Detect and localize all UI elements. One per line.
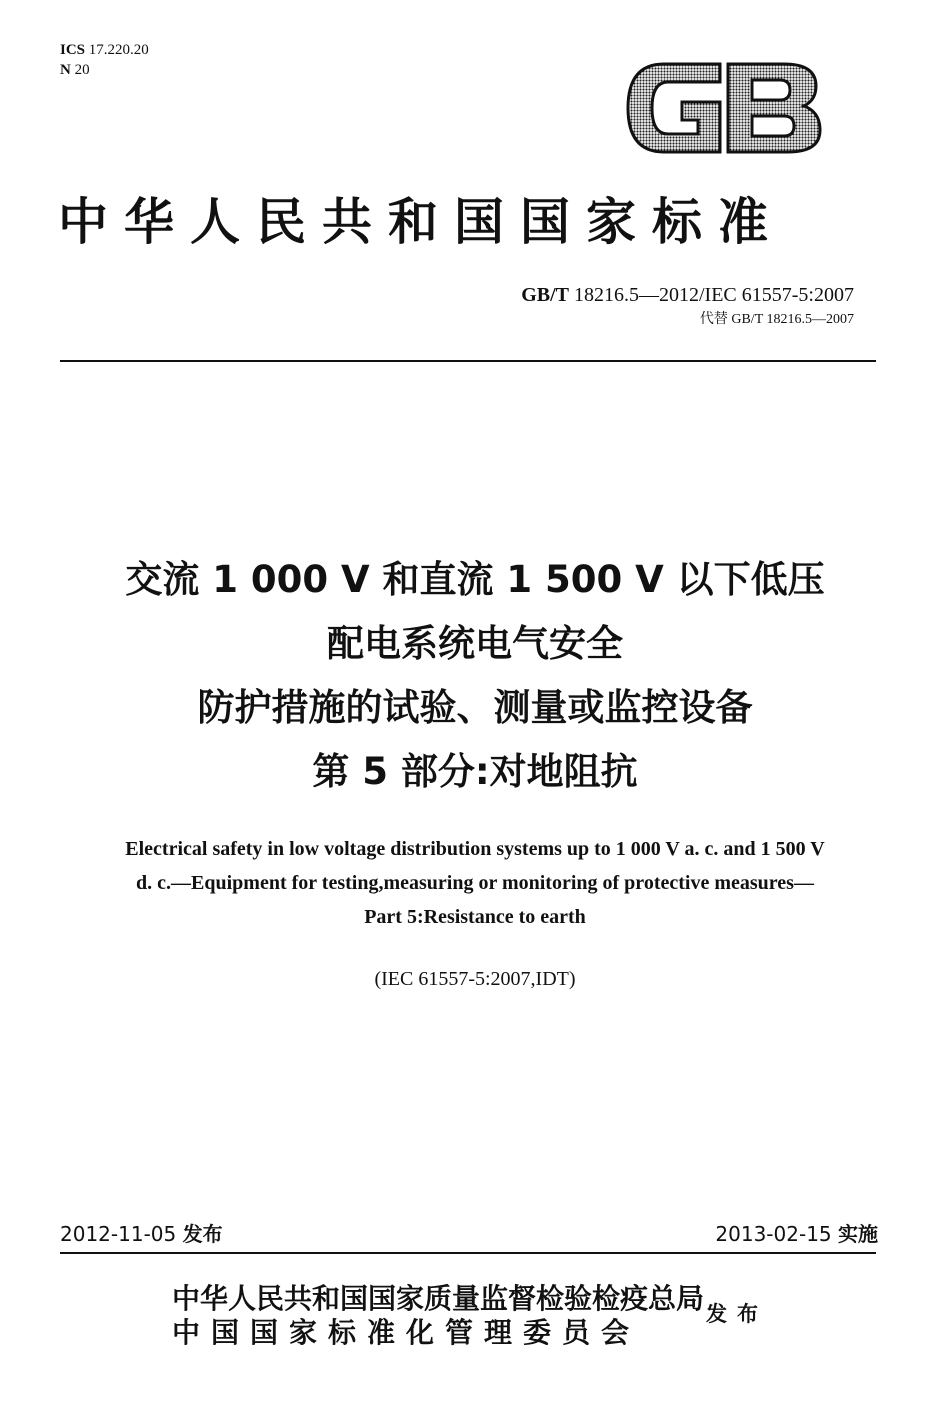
issuer-sac: 中国国家标准化管理委员会: [172, 1316, 641, 1349]
ccs-code: N 20: [60, 62, 90, 78]
ics-code: ICS 17.220.20: [60, 42, 149, 58]
iec-reference: (IEC 61557-5:2007,IDT): [374, 968, 576, 990]
implementation-date: 2013-02-15 实施: [715, 1222, 878, 1246]
footer-divider: [60, 1252, 876, 1254]
gb-logo-icon: [624, 58, 824, 158]
replaces-standard: 代替 GB/T 18216.5—2007: [699, 312, 854, 327]
chinese-title-line-4: 第 5 部分:对地阻抗: [312, 750, 638, 793]
chinese-title-line-3: 防护措施的试验、测量或监控设备: [197, 686, 753, 729]
english-title-line-3: Part 5:Resistance to earth: [364, 906, 586, 928]
classification-codes: [60, 40, 149, 80]
english-title-line-1: Electrical safety in low voltage distribution systems up to 1 000 V a. c. and 1 500 V: [125, 838, 825, 860]
issuing-authorities: [172, 1282, 704, 1350]
national-standard-heading: 中华人民共和国国家标准: [58, 192, 784, 251]
english-title-line-2: d. c.—Equipment for testing,measuring or monitoring of protective measures—: [136, 872, 814, 894]
publish-label: 发布: [706, 1301, 768, 1326]
chinese-title-line-2: 配电系统电气安全: [327, 622, 623, 665]
standard-number: GB/T 18216.5—2012/IEC 61557-5:2007: [521, 284, 854, 306]
header-divider: [60, 360, 876, 362]
issue-date: 2012-11-05 发布: [60, 1222, 223, 1246]
issuer-aqsiq: 中华人民共和国国家质量监督检验检疫总局: [172, 1282, 705, 1315]
chinese-title-line-1: 交流 1 000 V 和直流 1 500 V 以下低压: [125, 558, 825, 601]
english-title: [0, 832, 950, 934]
